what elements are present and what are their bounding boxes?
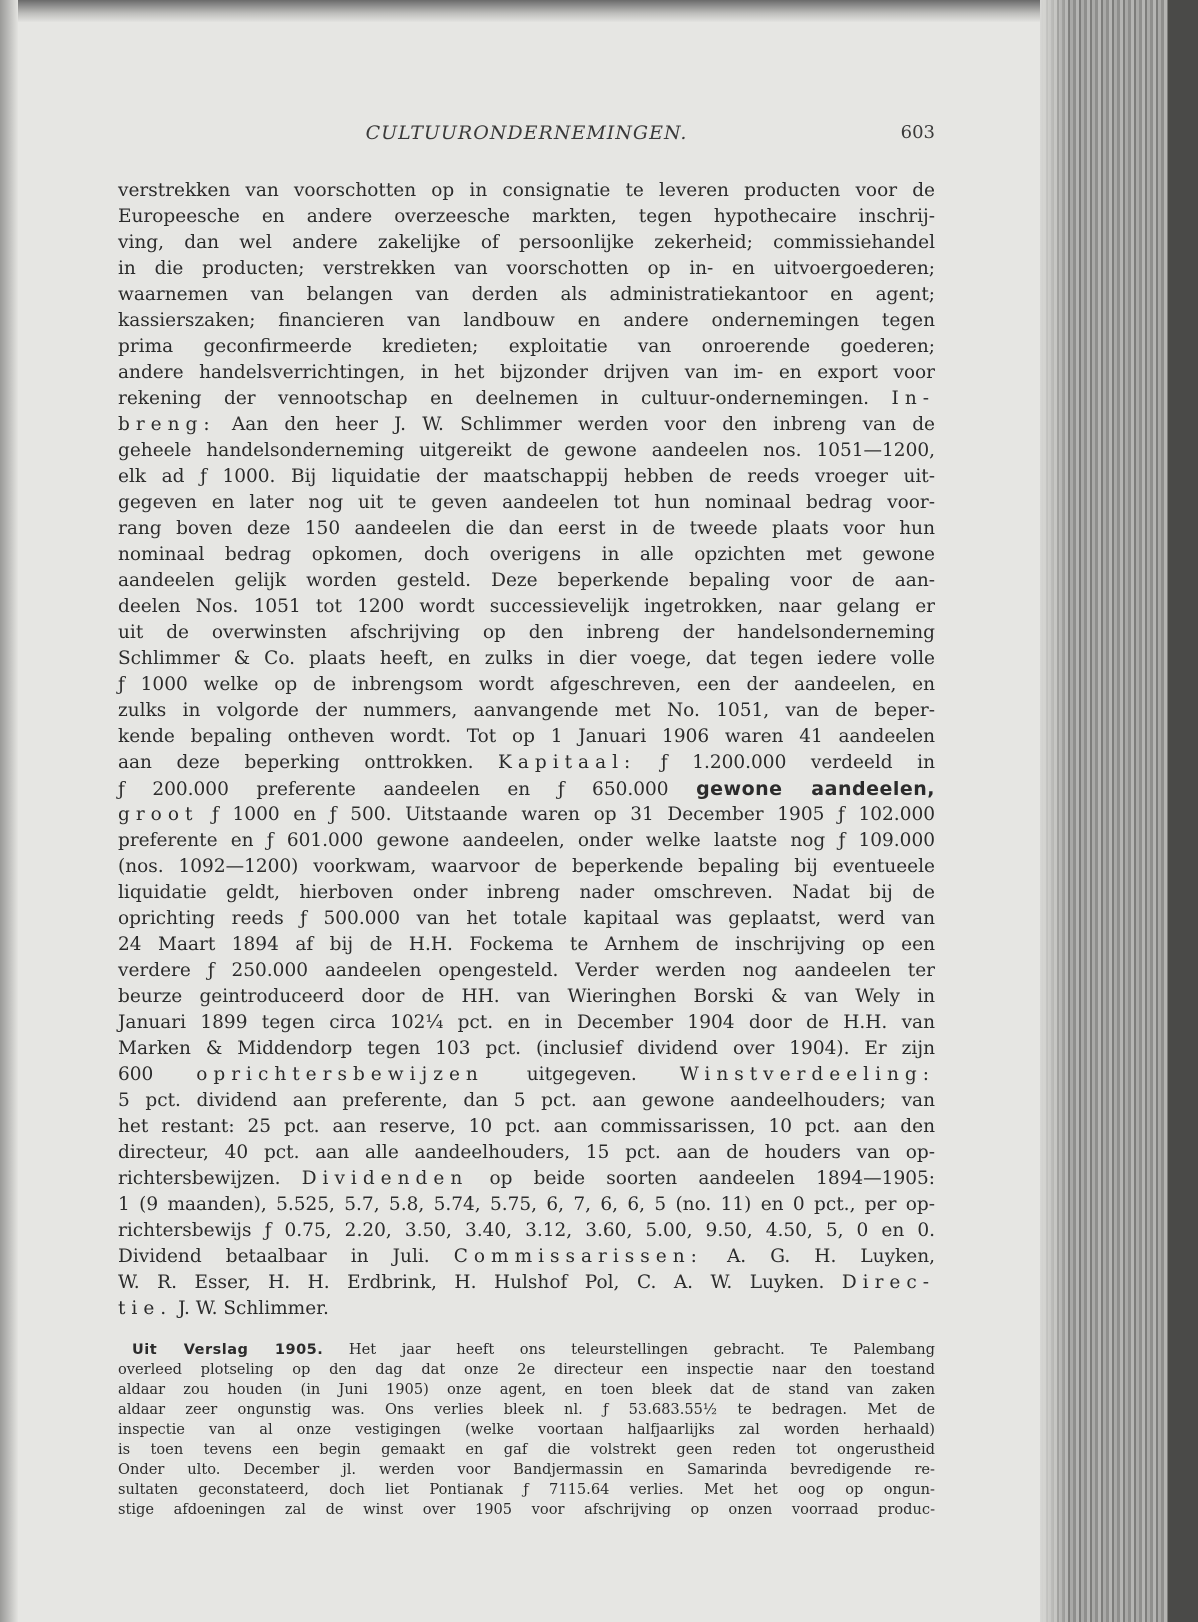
- line-text: 5 pct. dividend aan preferente, dan 5 pct. aan gewone aandeelhouders; van: [118, 1090, 935, 1111]
- line-text: rekening der vennootschap en deelnemen in cultuur-ondernemingen.: [118, 388, 892, 409]
- line-text: sultaten geconstateerd, doch liet Pontianak ƒ 7115.64 verlies. Met het oog op ongun-: [118, 1481, 935, 1498]
- text-line: [118, 178, 935, 204]
- spaced-heading-text: tie.: [118, 1298, 173, 1319]
- line-text: ƒ 1.200.000 verdeeld in: [636, 752, 935, 773]
- text-line: [118, 932, 935, 958]
- line-text: kassierszaken; financieren van landbouw en andere ondernemingen tegen: [118, 310, 935, 331]
- line-text: Het jaar heeft ons teleurstellingen gebracht. Te Palembang: [323, 1341, 935, 1358]
- spaced-heading-text: Dividenden: [301, 1168, 469, 1189]
- spaced-heading-text: Kapitaal:: [498, 752, 637, 773]
- page-number: 603: [900, 122, 935, 143]
- text-line: [118, 1218, 935, 1244]
- text-line: [118, 724, 935, 750]
- spaced-heading-text: In-: [891, 388, 935, 409]
- line-text: deelen Nos. 1051 tot 1200 wordt successievelijk ingetrokken, naar gelang er: [118, 596, 935, 617]
- line-text: oprichting reeds ƒ 500.000 van het totale kapitaal was geplaatst, werd van: [118, 908, 935, 929]
- line-text: op beide soorten aandeelen 1894—1905:: [468, 1168, 935, 1189]
- text-line: [118, 1500, 935, 1520]
- running-title: CULTUURONDERNEMINGEN.: [365, 122, 688, 144]
- text-line: [118, 360, 935, 386]
- text-line: [118, 334, 935, 360]
- text-line: [118, 984, 935, 1010]
- line-text: Europeesche en andere overzeesche markten, tegen hypothecaire inschrij-: [118, 206, 935, 227]
- line-text: stige afdoeningen zal de winst over 1905 voor afschrijving op onzen voorraad produc-: [118, 1501, 935, 1518]
- line-text: 600: [118, 1064, 197, 1085]
- line-text: gegeven en later nog uit te geven aandeelen tot hun nominaal bedrag voor-: [118, 492, 935, 513]
- line-text: 24 Maart 1894 af bij de H.H. Fockema te Arnhem de inschrijving op een: [118, 934, 935, 955]
- line-text: is toen tevens een begin gemaakt en gaf die volstrekt geen reden tot ongerustheid: [118, 1441, 935, 1458]
- line-text: nominaal bedrag opkomen, doch overigens in alle opzichten met gewone: [118, 544, 935, 565]
- text-line: [118, 1296, 935, 1322]
- text-line: [118, 256, 935, 282]
- text-line: [118, 1420, 935, 1440]
- text-line: [118, 438, 935, 464]
- line-text: rang boven deze 150 aandeelen die dan eerst in de tweede plaats voor hun: [118, 518, 935, 539]
- line-text: andere handelsverrichtingen, in het bijzonder drijven van im- en export voor: [118, 362, 935, 383]
- line-text: Schlimmer & Co. plaats heeft, en zulks in dier voege, dat tegen iedere volle: [118, 648, 935, 669]
- text-line: [118, 672, 935, 698]
- text-line: [118, 620, 935, 646]
- line-text: Aan den heer J. W. Schlimmer werden voor den inbreng van de: [215, 414, 935, 435]
- text-line: [118, 204, 935, 230]
- text-line: [118, 308, 935, 334]
- line-text: Marken & Middendorp tegen 103 pct. (inclusief dividend over 1904). Er zijn: [118, 1038, 935, 1059]
- line-text: richtersbewijzen.: [118, 1168, 302, 1189]
- scan-top-edge: [0, 0, 1198, 22]
- text-line: [118, 1380, 935, 1400]
- line-text: ƒ 200.000 preferente aandeelen en ƒ 650.000: [118, 779, 697, 800]
- spaced-heading-text: groot: [118, 804, 199, 825]
- text-line: [118, 1440, 935, 1460]
- line-text: waarnemen van belangen van derden als administratiekantoor en agent;: [118, 284, 935, 305]
- spaced-heading-text: breng:: [118, 414, 216, 435]
- line-text: J. W. Schlimmer.: [172, 1298, 329, 1319]
- line-text: geheele handelsonderneming uitgereikt de gewone aandeelen nos. 1051—1200,: [118, 440, 935, 461]
- text-line: [118, 958, 935, 984]
- text-line: [118, 594, 935, 620]
- text-line: [118, 750, 935, 776]
- line-text: verstrekken van voorschotten op in consignatie te leveren producten voor de: [118, 180, 935, 201]
- text-line: [118, 880, 935, 906]
- line-text: liquidatie geldt, hierboven onder inbreng nader omschreven. Nadat bij de: [118, 882, 935, 903]
- line-text: directeur, 40 pct. aan alle aandeelhouders, 15 pct. aan de houders van op-: [118, 1142, 935, 1163]
- text-line: [118, 776, 935, 802]
- spaced-heading-text: oprichtersbewijzen: [196, 1064, 484, 1085]
- text-line: [118, 230, 935, 256]
- line-text: uit de overwinsten afschrijving op den inbreng der handelsonderneming: [118, 622, 935, 643]
- main-paragraph: [118, 178, 935, 1322]
- line-text: kende bepaling ontheven wordt. Tot op 1 Januari 1906 waren 41 aandeelen: [118, 726, 935, 747]
- scan-left-edge: [0, 0, 18, 1622]
- line-text: Onder ulto. December jl. werden voor Bandjermassin en Samarinda bevredigende re-: [118, 1461, 935, 1478]
- text-line: [118, 1114, 935, 1140]
- line-text: elk ad ƒ 1000. Bij liquidatie der maatschappij hebben de reeds vroeger uit-: [118, 466, 935, 487]
- text-line: [118, 1140, 935, 1166]
- line-text: (nos. 1092—1200) voorkwam, waarvoor de beperkende bepaling bij eventueele: [118, 856, 935, 877]
- text-line: [118, 516, 935, 542]
- line-text: het restant: 25 pct. aan reserve, 10 pct. aan commissarissen, 10 pct. aan den: [118, 1116, 935, 1137]
- text-line: [118, 282, 935, 308]
- line-text: Januari 1899 tegen circa 102¼ pct. en in December 1904 door de H.H. van: [118, 1012, 935, 1033]
- line-text: prima geconfirmeerde kredieten; exploitatie van onroerende goederen;: [118, 336, 935, 357]
- line-text: overleed plotseling op den dag dat onze 2e directeur een inspectie naar den toestand: [118, 1361, 935, 1378]
- text-line: [118, 802, 935, 828]
- text-line: [118, 1166, 935, 1192]
- line-text: verdere ƒ 250.000 aandeelen opengesteld. Verder werden nog aandeelen ter: [118, 960, 935, 981]
- report-excerpt-paragraph: [118, 1340, 935, 1520]
- line-text: richtersbewijs ƒ 0.75, 2.20, 3.50, 3.40, 3.12, 3.60, 5.00, 9.50, 4.50, 5, 0 en 0.: [118, 1220, 935, 1241]
- text-line: [118, 386, 935, 412]
- text-line: [118, 1460, 935, 1480]
- line-text: inspectie van al onze vestigingen (welke voortaan halfjaarlijks zal worden herhaald): [118, 1421, 935, 1438]
- line-text: beurze geintroduceerd door de HH. van Wieringhen Borski & van Wely in: [118, 986, 935, 1007]
- text-line: [118, 906, 935, 932]
- text-line: [118, 1010, 935, 1036]
- bold-heading-text: gewone aandeelen,: [696, 778, 935, 800]
- text-line: [118, 1244, 935, 1270]
- text-line: [118, 1270, 935, 1296]
- spaced-heading-text: Direc-: [841, 1272, 935, 1293]
- text-line: [118, 1036, 935, 1062]
- line-text: Dividend betaalbaar in Juli.: [118, 1246, 454, 1267]
- line-text: aldaar zeer ongunstig was. Ons verlies bleek nl. ƒ 53.683.55½ te bedragen. Met de: [118, 1401, 935, 1418]
- page-header: [118, 122, 935, 148]
- text-line: [118, 1088, 935, 1114]
- line-text: aldaar zou houden (in Juni 1905) onze agent, en toen bleek dat de stand van zaken: [118, 1381, 935, 1398]
- text-line: [118, 1062, 935, 1088]
- line-text: aan deze beperking onttrokken.: [118, 752, 498, 773]
- line-text: ving, dan wel andere zakelijke of persoonlijke zekerheid; commissiehandel: [118, 232, 935, 253]
- text-line: [118, 1192, 935, 1218]
- line-text: ƒ 1000 welke op de inbrengsom wordt afgeschreven, een der aandeelen, en: [118, 674, 935, 695]
- text-line: [118, 854, 935, 880]
- text-line: [118, 1360, 935, 1380]
- line-text: A. G. H. Luyken,: [702, 1246, 935, 1267]
- text-line: [118, 828, 935, 854]
- spaced-heading-text: Commissarissen:: [453, 1246, 703, 1267]
- line-text: in die producten; verstrekken van voorschotten op in- en uitvoergoederen;: [118, 258, 935, 279]
- text-line: [118, 698, 935, 724]
- line-text: aandeelen gelijk worden gesteld. Deze beperkende bepaling voor de aan-: [118, 570, 935, 591]
- line-text: W. R. Esser, H. H. Erdbrink, H. Hulshof Pol, C. A. W. Luyken.: [118, 1272, 842, 1293]
- book-page-edges: [1040, 0, 1198, 1622]
- spaced-heading-text: Winstverdeeling:: [679, 1064, 935, 1085]
- text-line: [118, 646, 935, 672]
- line-text: ƒ 1000 en ƒ 500. Uitstaande waren op 31 December 1905 ƒ 102.000: [198, 804, 935, 825]
- text-line: [118, 542, 935, 568]
- line-text: 1 (9 maanden), 5.525, 5.7, 5.8, 5.74, 5.75, 6, 7, 6, 6, 5 (no. 11) en 0 pct., per op-: [118, 1194, 935, 1215]
- line-text: preferente en ƒ 601.000 gewone aandeelen, onder welke laatste nog ƒ 109.000: [118, 830, 935, 851]
- text-line: [118, 490, 935, 516]
- text-line: [118, 1400, 935, 1420]
- text-line: [118, 464, 935, 490]
- text-line: [118, 412, 935, 438]
- text-line: [118, 568, 935, 594]
- bold-heading-text: Uit Verslag 1905.: [132, 1342, 324, 1358]
- line-text: zulks in volgorde der nummers, aanvangende met No. 1051, van de beper-: [118, 700, 935, 721]
- text-line: [118, 1340, 935, 1360]
- text-line: [118, 1480, 935, 1500]
- line-text: uitgegeven.: [483, 1064, 680, 1085]
